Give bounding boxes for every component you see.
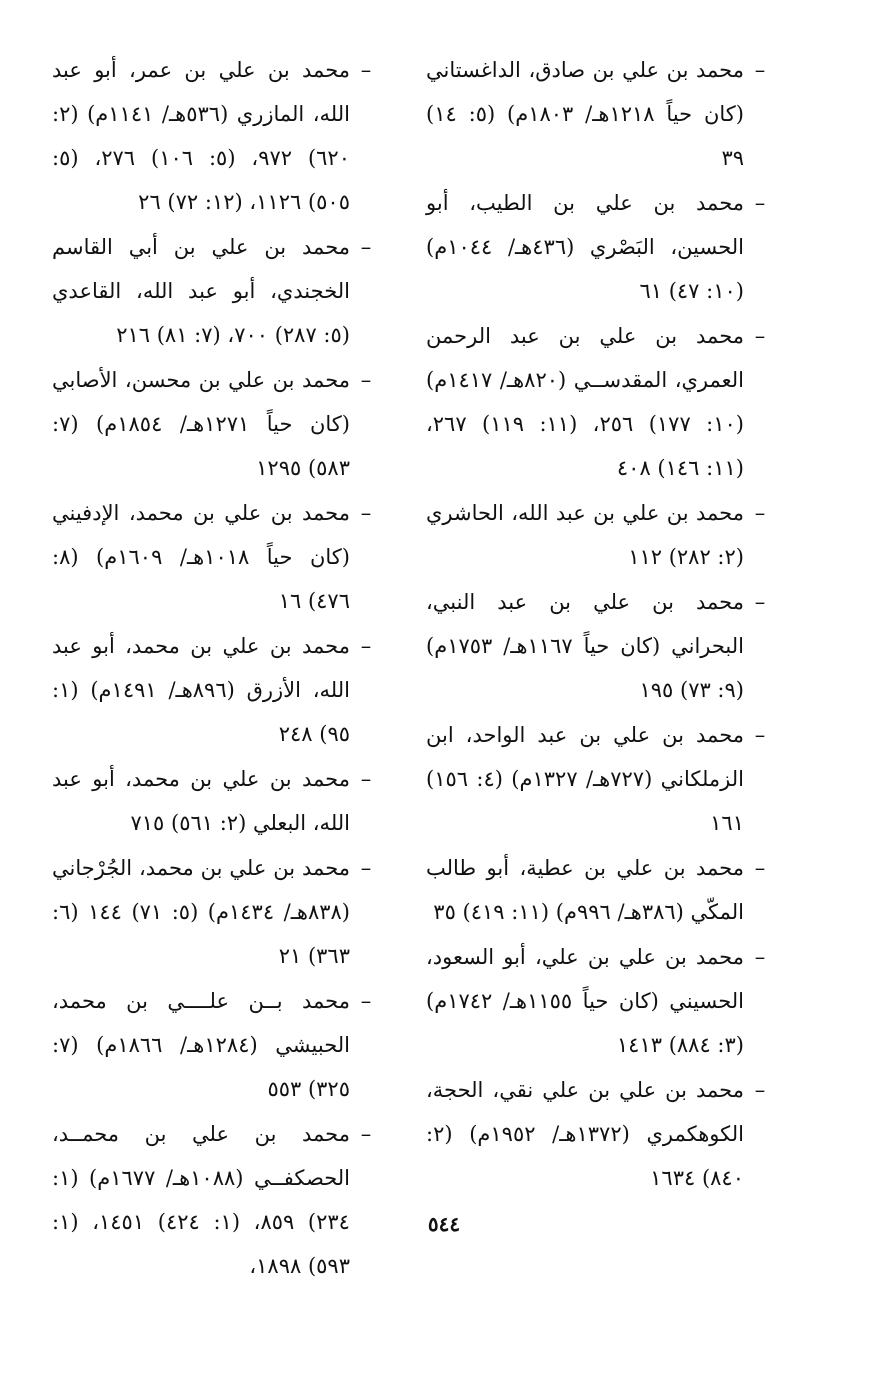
index-entry: [426, 580, 766, 712]
index-entry: [52, 491, 372, 623]
index-entry: [52, 757, 372, 845]
entry-text: محمد بن علي بن محمد، الجُرْجاني (٨٣٨هـ/ ١٤٣٤م) (٥: ٧١) ١٤٤ (٦: ٣٦٣) ٢١: [52, 856, 350, 968]
index-entry: [426, 1068, 766, 1200]
entry-dash: –: [360, 235, 372, 259]
entry-text: محمد بن علي بن عبد النبي، البحراني (كان حياً ١١٦٧هـ/ ١٧٥٣م) (٩: ٧٣) ١٩٥: [426, 590, 744, 702]
index-entry: [52, 979, 372, 1111]
entry-dash: –: [360, 501, 372, 525]
entry-dash: –: [360, 368, 372, 392]
entry-text: محمد بــن علــــي بن محمد، الحبيشي (١٢٨٤هـ/ ١٨٦٦م) (٧: ٣٢٥) ٥٥٣: [52, 989, 350, 1101]
entry-text: محمد بن علي بن محسن، الأصابي (كان حياً ١٢٧١هـ/ ١٨٥٤م) (٧: ٥٨٣) ١٢٩٥: [52, 368, 350, 480]
page-number: ٥٤٤: [427, 1212, 461, 1236]
entry-dash: –: [754, 945, 766, 969]
entry-text: محمد بن علي بن عبد الرحمن العمري، المقدســي (٨٢٠هـ/ ١٤١٧م) (١٠: ١٧٧) ٢٥٦، (١١: ١١٩) ٢٦٧، (١١: ١٤٦) ٤٠٨: [426, 324, 744, 480]
entry-text: محمد بن علي بن صادق، الداغستاني (كان حياً ١٢١٨هـ/ ١٨٠٣م) (٥: ١٤) ٣٩: [426, 58, 744, 170]
index-entry: [426, 314, 766, 490]
entry-text: محمد بن علي بن محمــد، الحصكفــي (١٠٨٨هـ/ ١٦٧٧م) (١: ٢٣٤) ٨٥٩، (١: ٤٢٤) ١٤٥١، (١: ٥٩٣) ١٨٩٨،: [52, 1122, 350, 1278]
entry-text: محمد بن علي بن أبي القاسم الخجندي، أبو عبد الله، القاعدي (٥: ٢٨٧) ٧٠٠، (٧: ٨١) ٢١٦: [52, 235, 350, 347]
entry-text: محمد بن علي بن عمر، أبو عبد الله، المازري (٥٣٦هـ/ ١١٤١م) (٢: ٦٢٠) ٩٧٢، (٥: ١٠٦) ٢٧٦، (٥: ٥٠٥) ١١٢٦، (١٢: ٧٢) ٢٦: [52, 58, 350, 214]
index-entry: [426, 491, 766, 579]
entry-dash: –: [754, 590, 766, 614]
entry-text: محمد بن علي بن علي نقي، الحجة، الكوهكمري (١٣٧٢هـ/ ١٩٥٢م) (٢: ٨٤٠) ١٦٣٤: [426, 1078, 744, 1190]
left-column: [52, 48, 372, 1289]
entry-dash: –: [754, 1078, 766, 1102]
index-entry: [426, 48, 766, 180]
entry-text: محمد بن علي بن عبد الواحد، ابن الزملكاني (٧٢٧هـ/ ١٣٢٧م) (٤: ١٥٦) ١٦١: [426, 723, 744, 835]
entry-dash: –: [360, 856, 372, 880]
index-entry: [426, 713, 766, 845]
entry-text: محمد بن علي بن الطيب، أبو الحسين، البَصْري (٤٣٦هـ/ ١٠٤٤م) (١٠: ٤٧) ٦١: [426, 191, 744, 303]
entry-text: محمد بن علي بن محمد، أبو عبد الله، الأزرق (٨٩٦هـ/ ١٤٩١م) (١: ٩٥) ٢٤٨: [52, 634, 350, 746]
index-entry: [52, 358, 372, 490]
entry-dash: –: [360, 634, 372, 658]
entry-dash: –: [360, 1122, 372, 1146]
entry-dash: –: [360, 58, 372, 82]
right-column: [426, 48, 766, 1201]
index-entry: [426, 181, 766, 313]
entry-dash: –: [754, 191, 766, 215]
index-entry: [426, 846, 766, 934]
entry-text: محمد بن علي بن محمد، الإدفيني (كان حياً ١٠١٨هـ/ ١٦٠٩م) (٨: ٤٧٦) ١٦: [52, 501, 350, 613]
entry-text: محمد بن علي بن عطية، أبو طالب المكّي (٣٨٦هـ/ ٩٩٦م) (١١: ٤١٩) ٣٥: [426, 856, 744, 924]
index-entry: [52, 225, 372, 357]
entry-dash: –: [754, 501, 766, 525]
entry-dash: –: [360, 989, 372, 1013]
index-entry: [52, 1112, 372, 1288]
index-entry: [52, 624, 372, 756]
entry-text: محمد بن علي بن عبد الله، الحاشري (٢: ٢٨٢) ١١٢: [426, 501, 744, 569]
entry-dash: –: [360, 767, 372, 791]
index-entry: [426, 935, 766, 1067]
index-entry: [52, 846, 372, 978]
entry-dash: –: [754, 856, 766, 880]
entry-text: محمد بن علي بن علي، أبو السعود، الحسيني (كان حياً ١١٥٥هـ/ ١٧٤٢م) (٣: ٨٨٤) ١٤١٣: [426, 945, 745, 1057]
entry-dash: –: [754, 723, 766, 747]
index-entry: [52, 48, 372, 224]
entry-text: محمد بن علي بن محمد، أبو عبد الله، البعلي (٢: ٥٦١) ٧١٥: [52, 767, 350, 835]
entry-dash: –: [754, 58, 766, 82]
entry-dash: –: [754, 324, 766, 348]
